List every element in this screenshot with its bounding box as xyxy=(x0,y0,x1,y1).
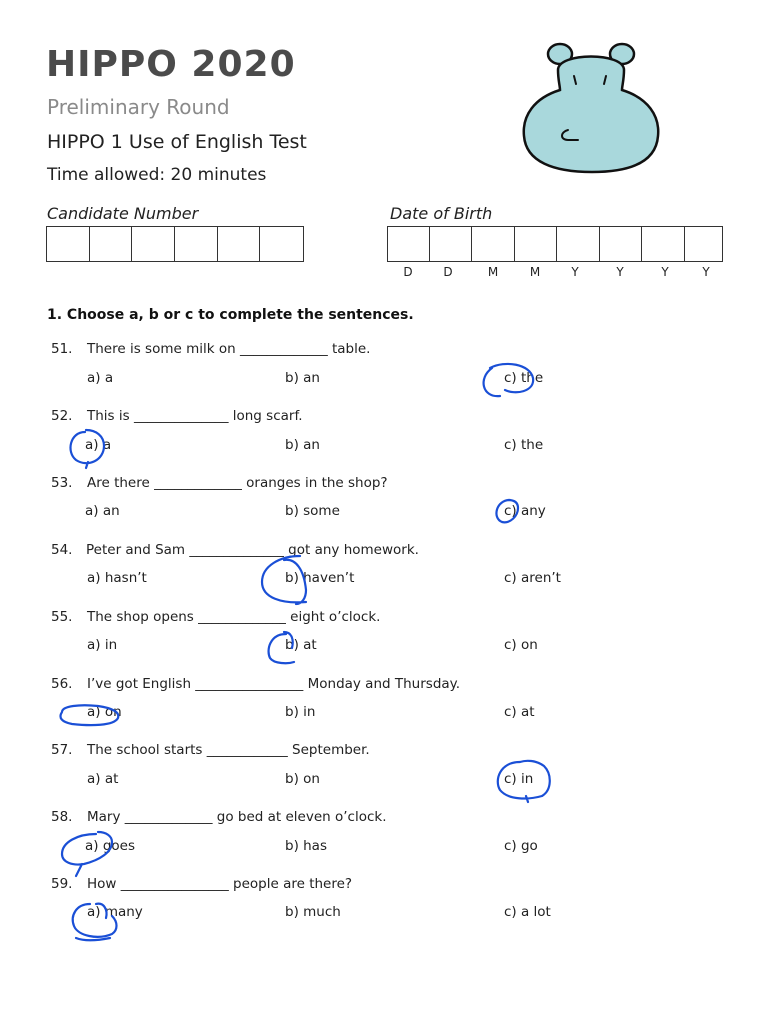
candidate-digit-box[interactable] xyxy=(132,227,175,261)
option-c[interactable]: c) any xyxy=(504,503,546,519)
dob-digit-box[interactable] xyxy=(472,227,515,261)
question-text: How ________________ people are there? xyxy=(87,876,353,892)
option-c[interactable]: c) the xyxy=(504,437,544,453)
option-a[interactable]: a) hasn’t xyxy=(87,570,147,586)
question-text: There is some milk on _____________ table. xyxy=(87,341,371,357)
option-b[interactable]: b) on xyxy=(285,771,320,787)
option-b[interactable]: b) in xyxy=(285,704,316,720)
question-text: This is ______________ long scarf. xyxy=(87,408,303,424)
dob-letter: D xyxy=(403,265,413,279)
question-number: 57. xyxy=(51,742,73,758)
question-number: 52. xyxy=(51,408,73,424)
option-c[interactable]: c) a lot xyxy=(504,904,551,920)
question-text: I’ve got English ________________ Monday and Thursday. xyxy=(87,676,461,692)
dob-letter: Y xyxy=(661,265,669,279)
time-allowed: Time allowed: 20 minutes xyxy=(47,165,267,185)
question-number: 54. xyxy=(51,542,73,558)
test-name: HIPPO 1 Use of English Test xyxy=(47,131,307,153)
dob-digit-box[interactable] xyxy=(515,227,557,261)
option-a[interactable]: a) in xyxy=(87,637,118,653)
page-title: HIPPO 2020 xyxy=(46,44,296,85)
dob-letter: Y xyxy=(571,265,579,279)
dob-letter: M xyxy=(529,265,541,279)
question-number: 59. xyxy=(51,876,73,892)
question-number: 56. xyxy=(51,676,73,692)
candidate-digit-box[interactable] xyxy=(260,227,303,261)
option-c[interactable]: c) in xyxy=(504,771,534,787)
option-b[interactable]: b) an xyxy=(285,370,320,386)
candidate-number-label: Candidate Number xyxy=(47,204,199,223)
option-a[interactable]: a) on xyxy=(87,704,122,720)
option-b[interactable]: b) some xyxy=(285,503,340,519)
question-text: Are there _____________ oranges in the shop? xyxy=(87,475,388,491)
dob-digit-box[interactable] xyxy=(600,227,642,261)
dob-boxes[interactable] xyxy=(387,226,723,262)
dob-letter: D xyxy=(443,265,453,279)
option-c[interactable]: c) on xyxy=(504,637,538,653)
candidate-digit-box[interactable] xyxy=(175,227,218,261)
dob-digit-box[interactable] xyxy=(388,227,430,261)
dob-letter: M xyxy=(487,265,499,279)
option-b[interactable]: b) an xyxy=(285,437,320,453)
candidate-number-boxes[interactable] xyxy=(46,226,304,262)
dob-letter: Y xyxy=(616,265,624,279)
option-a[interactable]: a) many xyxy=(87,904,143,920)
question-number: 58. xyxy=(51,809,73,825)
question-text: Mary _____________ go bed at eleven o’clock. xyxy=(87,809,387,825)
option-c[interactable]: c) at xyxy=(504,704,535,720)
dob-digit-box[interactable] xyxy=(557,227,600,261)
question-number: 51. xyxy=(51,341,73,357)
dob-label: Date of Birth xyxy=(390,204,493,223)
option-c[interactable]: c) the xyxy=(504,370,544,386)
option-b[interactable]: b) haven’t xyxy=(285,570,355,586)
option-a[interactable]: a) at xyxy=(87,771,119,787)
dob-letter: Y xyxy=(702,265,710,279)
question-text: The shop opens _____________ eight o’clock. xyxy=(87,609,381,625)
hippo-logo-icon xyxy=(518,40,668,176)
option-b[interactable]: b) has xyxy=(285,838,327,854)
section-instruction: 1. Choose a, b or c to complete the sentences. xyxy=(47,307,414,323)
question-text: The school starts ____________ September. xyxy=(87,742,370,758)
question-text: Peter and Sam ______________ got any homework. xyxy=(86,542,419,558)
candidate-digit-box[interactable] xyxy=(90,227,133,261)
option-c[interactable]: c) go xyxy=(504,838,538,854)
dob-digit-box[interactable] xyxy=(685,227,720,261)
option-a[interactable]: a) an xyxy=(85,503,120,519)
option-a[interactable]: a) a xyxy=(87,370,114,386)
round-subtitle: Preliminary Round xyxy=(47,95,230,119)
dob-digit-box[interactable] xyxy=(642,227,685,261)
option-b[interactable]: b) much xyxy=(285,904,341,920)
dob-digit-box[interactable] xyxy=(430,227,472,261)
option-c[interactable]: c) aren’t xyxy=(504,570,561,586)
candidate-digit-box[interactable] xyxy=(47,227,90,261)
candidate-digit-box[interactable] xyxy=(218,227,261,261)
option-a[interactable]: a) goes xyxy=(85,838,135,854)
option-a[interactable]: a) a xyxy=(85,437,112,453)
question-number: 53. xyxy=(51,475,73,491)
question-number: 55. xyxy=(51,609,73,625)
option-b[interactable]: b) at xyxy=(285,637,317,653)
